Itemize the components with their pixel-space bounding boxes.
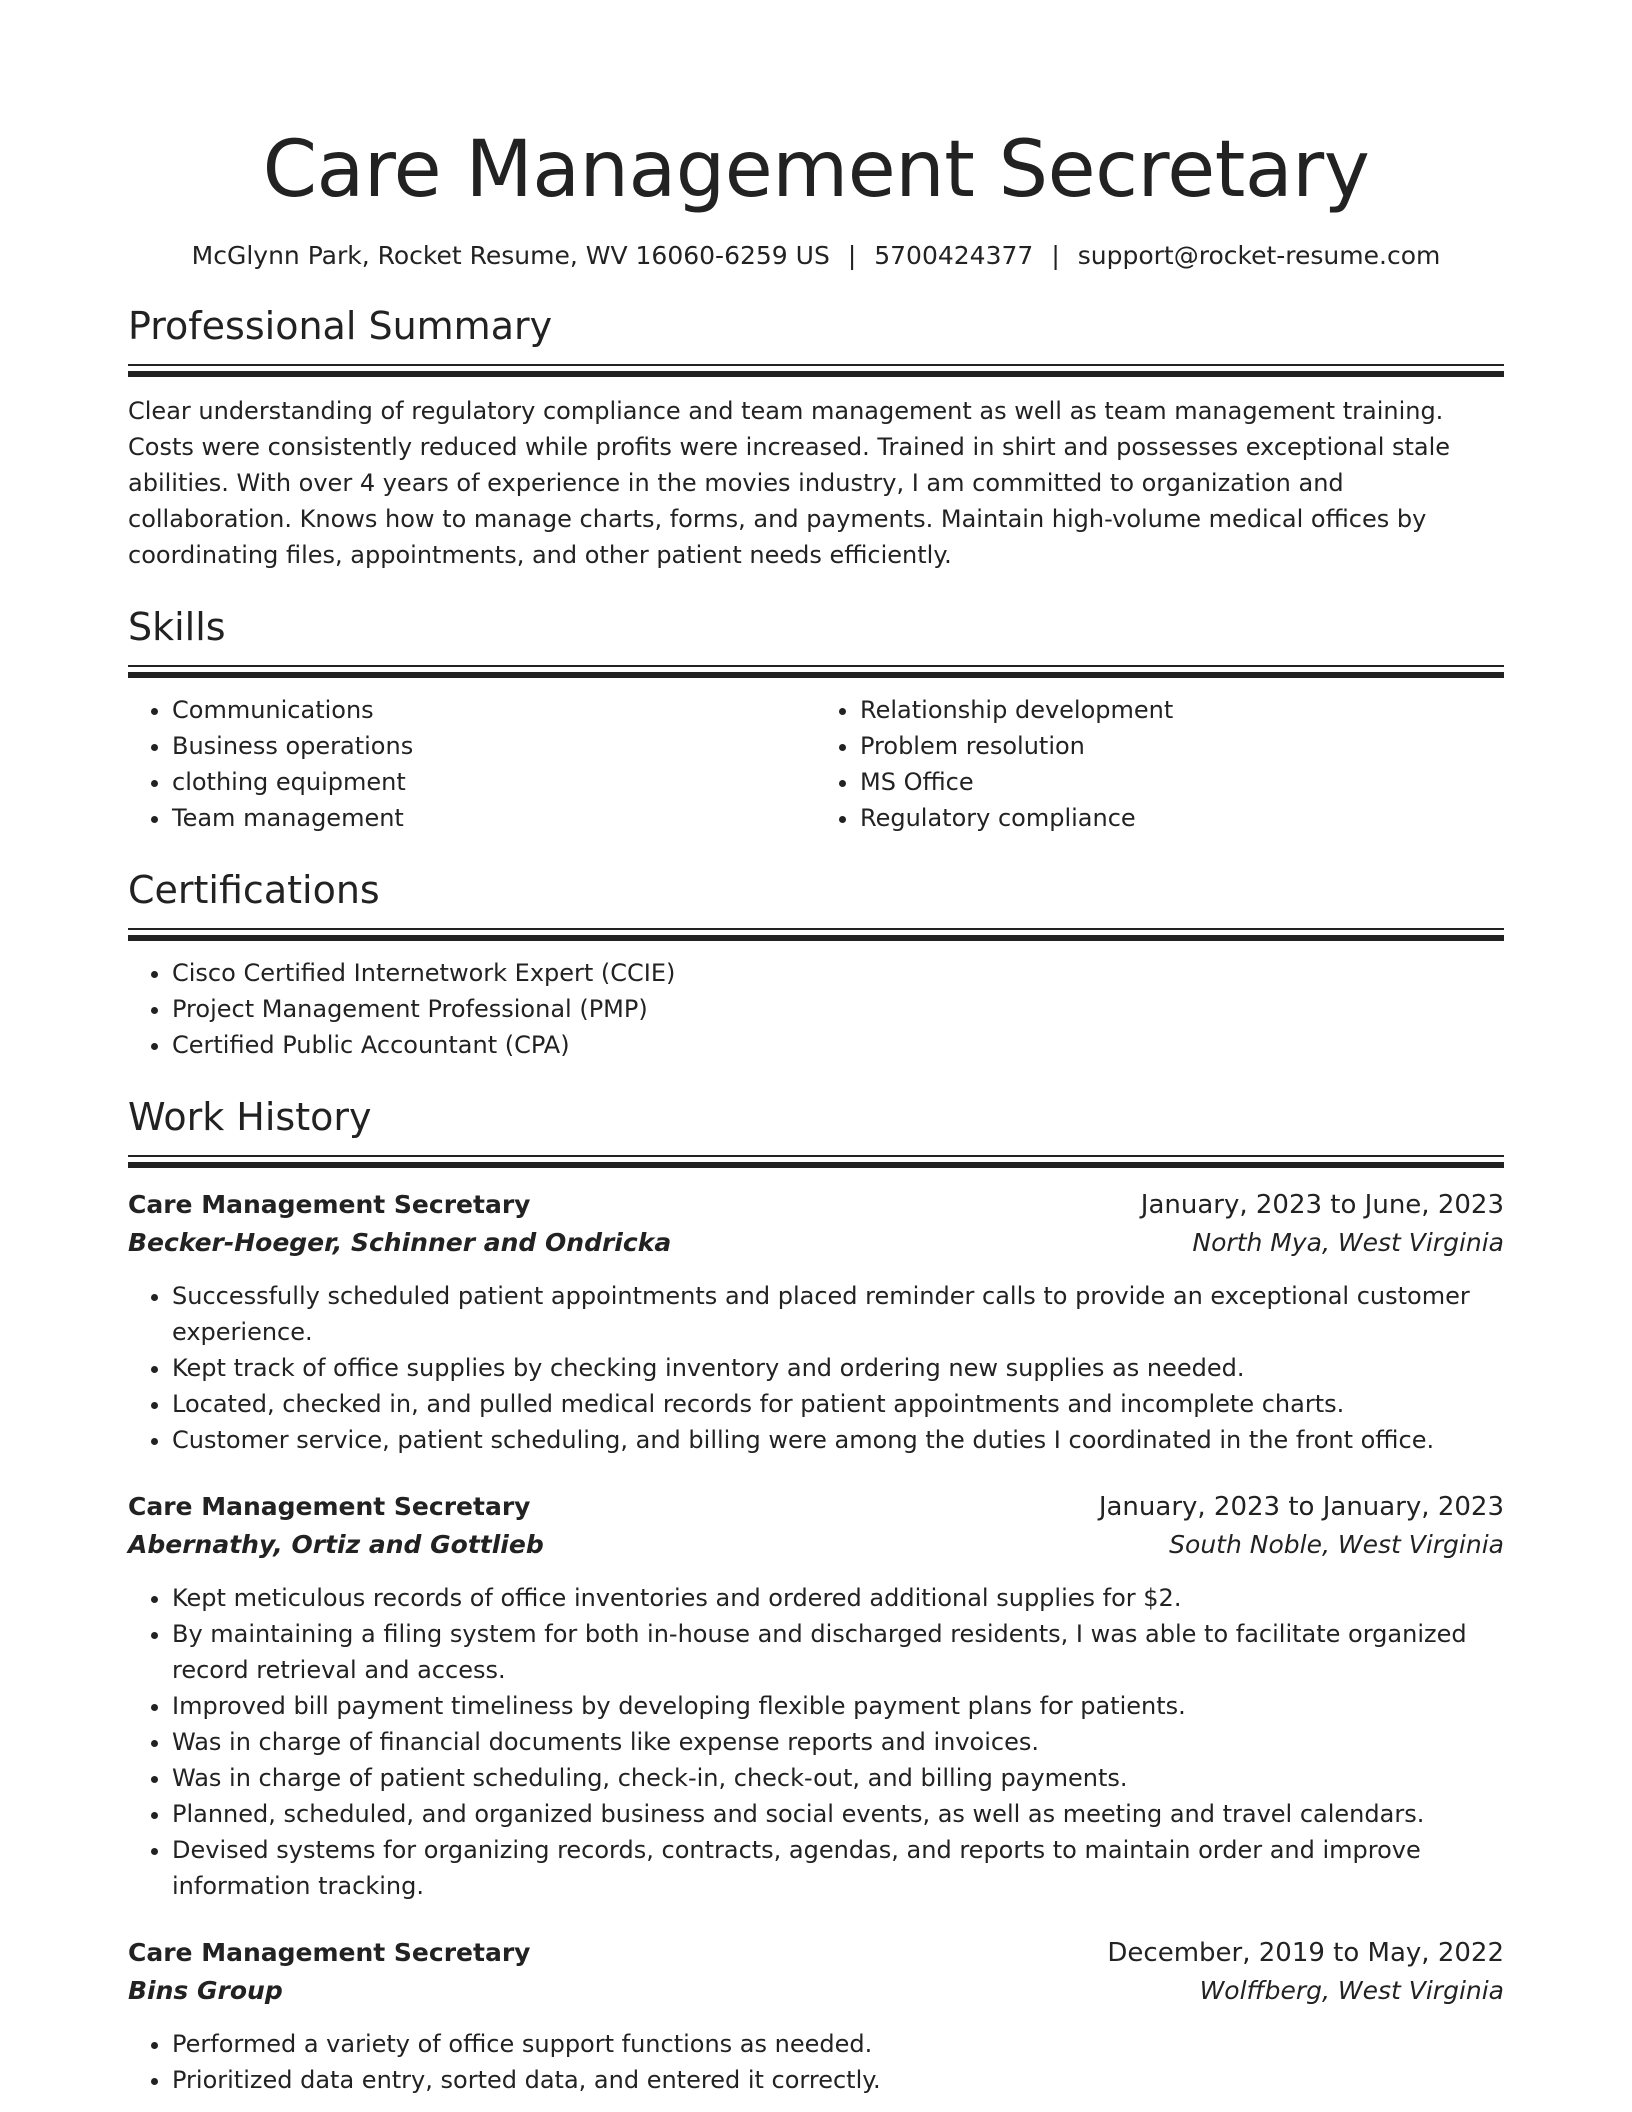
- section-title-skills: Skills: [128, 605, 226, 649]
- section-summary: [128, 302, 1504, 573]
- certifications-list: [128, 955, 1504, 1063]
- job-header: [128, 1488, 1504, 1526]
- job-dates: December, 2019 to May, 2022: [1107, 1938, 1504, 1968]
- contact-address: McGlynn Park, Rocket Resume, WV 16060-6259 US: [191, 241, 830, 270]
- job-entry: [128, 1934, 1504, 2098]
- section-divider: [128, 665, 1504, 678]
- section-certifications: [128, 866, 1504, 1063]
- section-title-summary: Professional Summary: [128, 304, 553, 348]
- contact-phone: 5700424377: [874, 241, 1034, 270]
- section-divider: [128, 1155, 1504, 1168]
- job-bullet: • Customer service, patient scheduling, and billing were among the duties I coordinated in the front office.: [172, 1422, 1504, 1458]
- certification-item: • Certified Public Accountant (CPA): [172, 1027, 1504, 1063]
- job-bullet: • Was in charge of financial documents like expense reports and invoices.: [172, 1724, 1504, 1760]
- summary-text: Clear understanding of regulatory compliance and team management as well as team management training. Costs were consistently reduced while profits were increased. Trained in shirt and possesses exceptional stale abilities. With over 4 years of experience in the movies industry, I am committed to organization and collaboration. Knows how to manage charts, forms, and payments. Maintain high-volume medical offices by coordinating files, appointments, and other patient needs efficiently.: [128, 397, 1451, 569]
- skills-grid: [128, 692, 1504, 836]
- job-title: Care Management Secretary: [128, 1492, 531, 1521]
- section-skills: [128, 603, 1504, 836]
- contact-separator: |: [1051, 241, 1060, 270]
- job-header: [128, 1934, 1504, 1972]
- job-location: Wolffberg, West Virginia: [1199, 1976, 1504, 2005]
- job-entry: [128, 1186, 1504, 1458]
- section-divider: [128, 928, 1504, 941]
- job-subheader: [128, 1972, 1504, 2010]
- job-company: Becker-Hoeger, Schinner and Ondricka: [128, 1228, 672, 1257]
- skill-item: • Communications: [172, 692, 816, 728]
- certification-item: • Project Management Professional (PMP): [172, 991, 1504, 1027]
- skills-list-right: [816, 692, 1504, 836]
- job-bullet: • Located, checked in, and pulled medical records for patient appointments and incomplete charts.: [172, 1386, 1504, 1422]
- job-bullet: • Prioritized data entry, sorted data, and entered it correctly.: [172, 2062, 1504, 2098]
- job-subheader: [128, 1224, 1504, 1262]
- resume-name: Care Management Secretary: [262, 125, 1370, 215]
- skill-item: • MS Office: [860, 764, 1504, 800]
- skill-item: • Problem resolution: [860, 728, 1504, 764]
- job-header: [128, 1186, 1504, 1224]
- contact-line: [128, 238, 1504, 274]
- skill-item: • Team management: [172, 800, 816, 836]
- section-work-history: [128, 1093, 1504, 2098]
- contact-separator: |: [847, 241, 857, 270]
- job-bullets: [128, 1278, 1504, 1458]
- job-dates: January, 2023 to June, 2023: [1140, 1190, 1504, 1220]
- job-location: North Mya, West Virginia: [1192, 1228, 1504, 1257]
- job-bullet: • Devised systems for organizing records, contracts, agendas, and reports to maintain order and improve information tracking.: [172, 1832, 1504, 1904]
- job-bullet: • Planned, scheduled, and organized business and social events, as well as meeting and travel calendars.: [172, 1796, 1504, 1832]
- contact-email: support@rocket-resume.com: [1077, 241, 1441, 270]
- job-title: Care Management Secretary: [128, 1938, 531, 1967]
- section-title-work: Work History: [128, 1095, 372, 1139]
- job-bullet: • Improved bill payment timeliness by developing flexible payment plans for patients.: [172, 1688, 1504, 1724]
- job-bullet: • Successfully scheduled patient appointments and placed reminder calls to provide an exceptional customer experience.: [172, 1278, 1504, 1350]
- job-entry: [128, 1488, 1504, 1904]
- job-bullets: [128, 2026, 1504, 2098]
- section-title-certifications: Certifications: [128, 868, 380, 912]
- job-bullet: • By maintaining a filing system for both in-house and discharged residents, I was able to facilitate organized record retrieval and access.: [172, 1616, 1504, 1688]
- job-bullet: • Performed a variety of office support functions as needed.: [172, 2026, 1504, 2062]
- skill-item: • clothing equipment: [172, 764, 816, 800]
- job-dates: January, 2023 to January, 2023: [1098, 1492, 1504, 1522]
- skill-item: • Regulatory compliance: [860, 800, 1504, 836]
- section-divider: [128, 364, 1504, 377]
- job-bullet: • Was in charge of patient scheduling, check-in, check-out, and billing payments.: [172, 1760, 1504, 1796]
- job-bullet: • Kept track of office supplies by checking inventory and ordering new supplies as needed.: [172, 1350, 1504, 1386]
- job-company: Bins Group: [128, 1976, 283, 2005]
- skill-item: • Relationship development: [860, 692, 1504, 728]
- job-company: Abernathy, Ortiz and Gottlieb: [128, 1530, 544, 1559]
- job-title: Care Management Secretary: [128, 1190, 531, 1219]
- job-bullet: • Kept meticulous records of office inventories and ordered additional supplies for $2.: [172, 1580, 1504, 1616]
- job-subheader: [128, 1526, 1504, 1564]
- job-bullets: [128, 1580, 1504, 1904]
- skill-item: • Business operations: [172, 728, 816, 764]
- job-location: South Noble, West Virginia: [1169, 1530, 1504, 1559]
- certification-item: • Cisco Certified Internetwork Expert (CCIE): [172, 955, 1504, 991]
- skills-list-left: [128, 692, 816, 836]
